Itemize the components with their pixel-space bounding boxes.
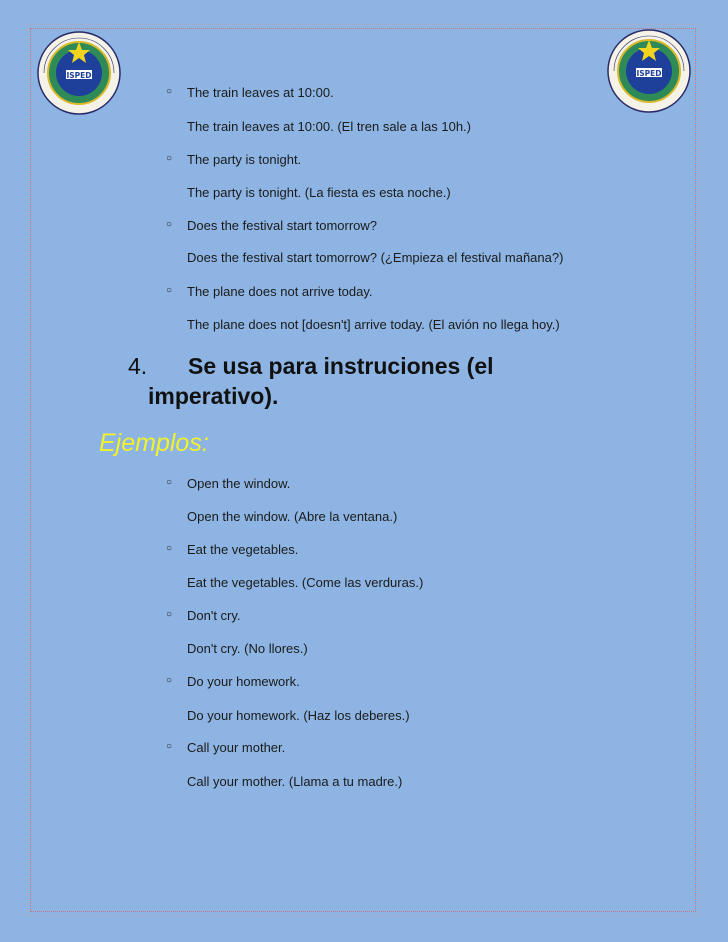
example-sentence: Does the festival start tomorrow? bbox=[187, 218, 378, 233]
example-translation: Call your mother. (Llama a tu madre.) bbox=[187, 774, 403, 789]
list-bullet: ○ bbox=[166, 477, 173, 488]
example-translation: The party is tonight. (La fiesta es esta noche.) bbox=[187, 185, 451, 200]
example-sentence: Don't cry. bbox=[187, 608, 241, 623]
example-sentence: The plane does not arrive today. bbox=[187, 284, 373, 299]
example-sentence: The train leaves at 10:00. bbox=[187, 85, 334, 100]
example-translation: Does the festival start tomorrow? (¿Empieza el festival mañana?) bbox=[187, 250, 564, 265]
example-sentence: Call your mother. bbox=[187, 740, 286, 755]
list-bullet: ○ bbox=[166, 741, 173, 752]
example-sentence: Eat the vegetables. bbox=[187, 542, 299, 557]
example-sentence: Open the window. bbox=[187, 476, 291, 491]
list-bullet: ○ bbox=[166, 675, 173, 686]
example-sentence: Do your homework. bbox=[187, 674, 300, 689]
list-bullet: ○ bbox=[166, 543, 173, 554]
example-translation: Eat the vegetables. (Come las verduras.) bbox=[187, 575, 424, 590]
example-translation: The plane does not [doesn't] arrive today. (El avión no llega hoy.) bbox=[187, 317, 560, 332]
list-bullet: ○ bbox=[166, 609, 173, 620]
examples-label: Ejemplos: bbox=[99, 429, 209, 457]
example-sentence: The party is tonight. bbox=[187, 152, 302, 167]
example-translation: Don't cry. (No llores.) bbox=[187, 641, 308, 656]
example-translation: Open the window. (Abre la ventana.) bbox=[187, 509, 398, 524]
svg-text:ISPED: ISPED bbox=[66, 71, 92, 80]
list-bullet: ○ bbox=[166, 153, 173, 164]
heading-number: 4. bbox=[128, 353, 148, 379]
svg-text:ISPED: ISPED bbox=[636, 69, 662, 78]
heading-line-2: imperativo). bbox=[148, 383, 279, 409]
section-heading bbox=[128, 351, 494, 411]
list-bullet: ○ bbox=[166, 219, 173, 230]
example-translation: The train leaves at 10:00. (El tren sale a las 10h.) bbox=[187, 119, 471, 134]
list-bullet: ○ bbox=[166, 285, 173, 296]
list-bullet: ○ bbox=[166, 86, 173, 97]
example-translation: Do your homework. (Haz los deberes.) bbox=[187, 708, 410, 723]
heading-line-1: Se usa para instruciones (el bbox=[188, 353, 494, 379]
